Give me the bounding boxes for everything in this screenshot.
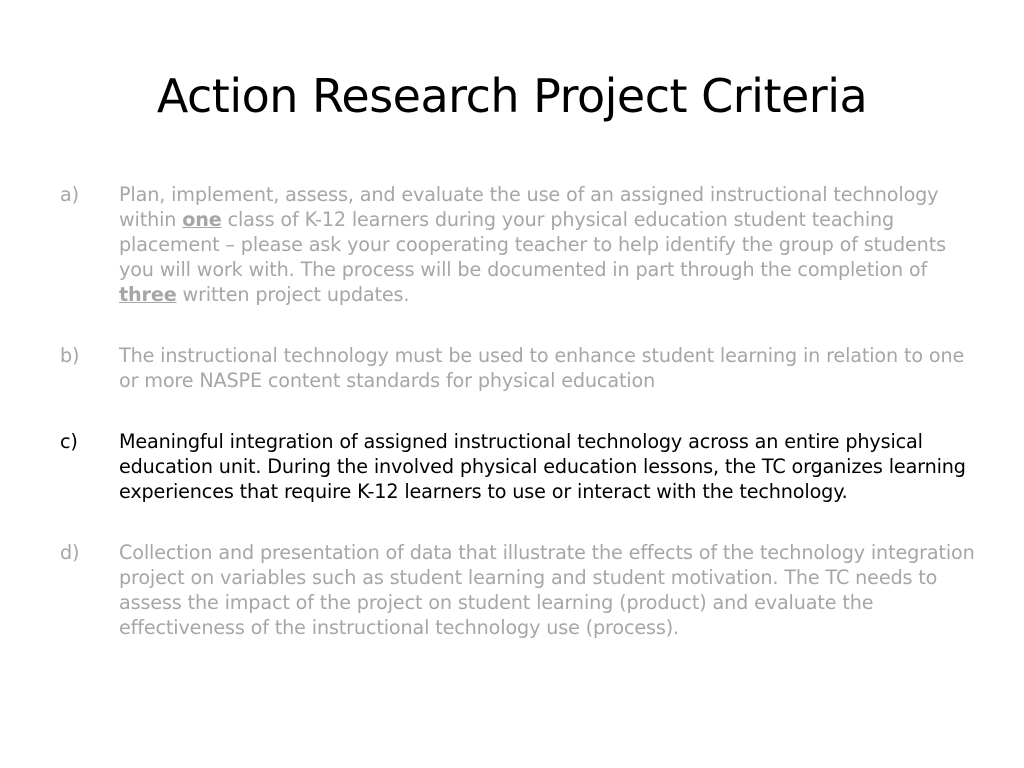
text-segment: class of K-12 learners during your physical education student teaching placement – please ask your cooperating teacher to help identify the group of students you will work with. The process will be documented in part through the completion of: [119, 208, 946, 281]
text-segment: Plan, implement, assess, and evaluate the use of an assigned instructional technology within: [119, 183, 939, 231]
slide-title: Action Research Project Criteria: [156, 69, 868, 123]
criteria-item-d: [60, 540, 980, 640]
criteria-text: Meaningful integration of assigned instructional technology across an entire physical education unit. During the involved physical education lessons, the TC organizes learning experiences that require K-12 learners to use or interact with the technology.: [119, 430, 966, 503]
list-marker: c): [60, 430, 78, 453]
text-segment: written project updates.: [176, 283, 410, 306]
list-marker: d): [60, 541, 80, 564]
criteria-list: [60, 182, 980, 676]
criteria-text: The instructional technology must be used to enhance student learning in relation to one or more NASPE content standards for physical education: [119, 344, 965, 392]
list-marker: a): [60, 183, 79, 206]
emphasis-three: three: [119, 283, 177, 306]
criteria-item-c: [60, 429, 980, 504]
emphasis-one: one: [182, 208, 222, 231]
criteria-text: [119, 183, 946, 306]
criteria-item-a: [60, 182, 980, 307]
criteria-item-b: [60, 343, 980, 393]
list-marker: b): [60, 344, 80, 367]
criteria-text: Collection and presentation of data that illustrate the effects of the technology integration project on variables such as student learning and student motivation. The TC needs to assess the impact of the project on student learning (product) and evaluate the effectiveness of the instructional technology use (process).: [119, 541, 975, 639]
